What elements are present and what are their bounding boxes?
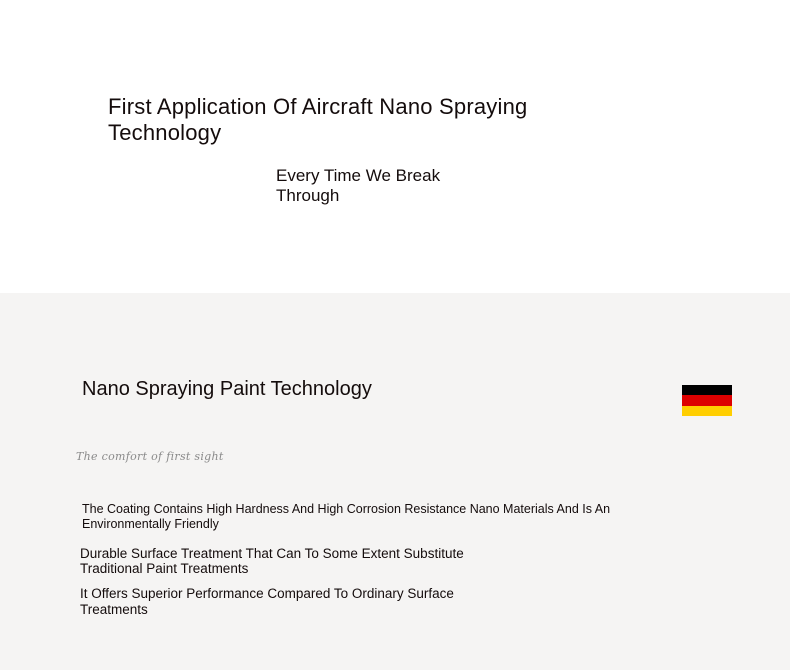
- hero-title: First Application Of Aircraft Nano Spraying Technology: [108, 94, 528, 145]
- hero-section: [0, 0, 790, 293]
- feature-point-1: The Coating Contains High Hardness And High Corrosion Resistance Nano Materials And Is An Environmentally Friendly: [82, 502, 611, 531]
- germany-flag-icon: [682, 385, 732, 416]
- flag-stripe-black: [682, 385, 732, 395]
- script-tagline: The comfort of first sight: [76, 450, 224, 463]
- feature-point-2: Durable Surface Treatment That Can To Some Extent Substitute Traditional Paint Treatments: [80, 546, 464, 576]
- feature-point-3: It Offers Superior Performance Compared To Ordinary Surface Treatments: [80, 586, 454, 617]
- flag-stripe-red: [682, 395, 732, 405]
- feature-title: Nano Spraying Paint Technology: [82, 378, 372, 400]
- feature-section: [0, 293, 790, 670]
- hero-subtitle: Every Time We Break Through: [276, 166, 441, 205]
- flag-stripe-gold: [682, 406, 732, 416]
